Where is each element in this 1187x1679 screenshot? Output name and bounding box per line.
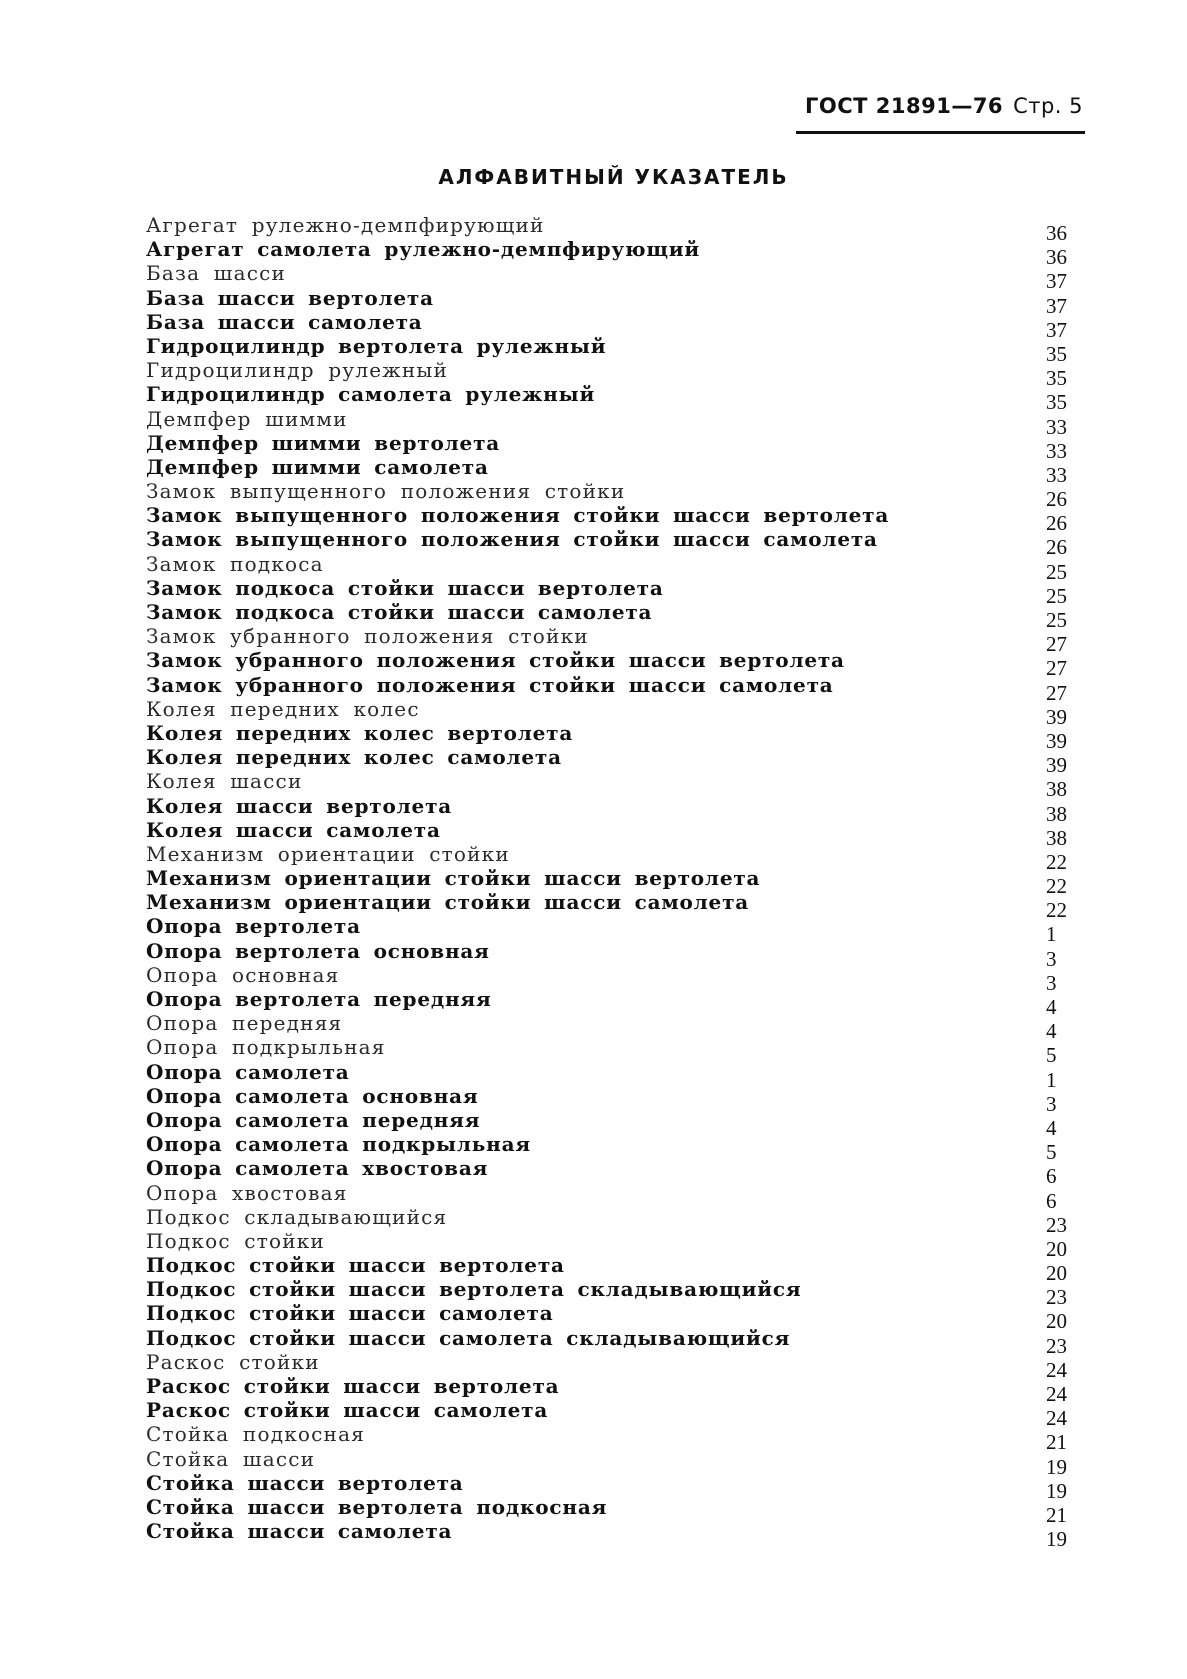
index-reference-number: 4	[1046, 1019, 1057, 1044]
index-term: Подкос стойки	[146, 1228, 325, 1253]
index-reference-number: 23	[1046, 1333, 1067, 1358]
index-entry	[146, 333, 1086, 366]
index-reference-number: 22	[1046, 849, 1067, 874]
index-entry	[146, 1132, 1086, 1165]
index-reference-number: 1	[1046, 922, 1057, 947]
index-term: Подкос стойки шасси самолета складывающийся	[146, 1325, 791, 1350]
index-reference-number: 19	[1046, 1478, 1067, 1503]
index-term: База шасси самолета	[146, 309, 423, 334]
index-entry	[146, 237, 1086, 270]
index-term: Раскос стойки шасси вертолета	[146, 1374, 560, 1398]
index-entry	[146, 479, 1086, 512]
index-entry	[146, 1253, 1086, 1286]
index-entry	[146, 914, 1086, 947]
index-reference-number: 35	[1046, 341, 1067, 366]
index-entry	[146, 213, 1086, 245]
index-term: Подкос стойки шасси вертолета	[146, 1253, 565, 1278]
index-term: Опора самолета передняя	[146, 1107, 481, 1132]
index-reference-number: 37	[1046, 317, 1067, 342]
index-entry	[146, 648, 1086, 681]
index-entry	[146, 285, 1086, 318]
index-entry	[146, 769, 1086, 802]
index-term: Раскос стойки	[146, 1349, 320, 1374]
index-reference-number: 24	[1046, 1406, 1067, 1431]
index-entry	[146, 575, 1086, 608]
index-entry	[146, 358, 1086, 391]
index-reference-number: 22	[1046, 898, 1067, 923]
index-term: Опора основная	[146, 962, 340, 987]
index-term: Стойка шасси самолета	[146, 1519, 453, 1544]
index-term: Опора вертолета основная	[146, 938, 490, 963]
index-reference-number: 38	[1046, 825, 1067, 850]
index-entry	[146, 938, 1086, 971]
index-term: Замок выпущенного положения стойки шасси самолета	[146, 527, 878, 552]
index-entry	[146, 406, 1086, 439]
index-reference-number: 25	[1046, 559, 1067, 584]
index-term: Гидроцилиндр рулежный	[146, 358, 449, 383]
index-entry	[146, 745, 1086, 778]
index-entry	[146, 841, 1086, 874]
index-term: Стойка шасси	[146, 1446, 316, 1471]
index-term: Подкос складывающийся	[146, 1204, 448, 1229]
index-reference-number: 20	[1046, 1236, 1067, 1261]
index-reference-number: 26	[1046, 487, 1067, 512]
index-entry	[146, 890, 1086, 923]
index-term: Подкос стойки шасси вертолета складывающийся	[146, 1277, 802, 1302]
index-term: Демпфер шимми вертолета	[146, 430, 501, 455]
index-reference-number: 19	[1046, 1527, 1067, 1552]
index-term: Колея передних колес	[146, 696, 420, 721]
index-term: Стойка шасси вертолета подкосная	[146, 1494, 608, 1519]
index-term: Демпфер шимми	[146, 406, 348, 431]
index-entry	[146, 1325, 1086, 1358]
index-entry	[146, 382, 1086, 415]
index-term: Замок убранного положения стойки шасси вертолета	[146, 648, 845, 673]
index-reference-number: 23	[1046, 1285, 1067, 1310]
index-term: Колея передних колес самолета	[146, 745, 562, 770]
index-term: Механизм ориентации стойки	[146, 841, 510, 866]
index-reference-number: 21	[1046, 1430, 1067, 1455]
index-entry	[146, 1301, 1086, 1334]
index-entry	[146, 1277, 1086, 1310]
index-term: Агрегат самолета рулежно-демпфирующий	[146, 237, 701, 262]
index-reference-number: 37	[1046, 269, 1067, 294]
index-reference-number: 35	[1046, 366, 1067, 391]
index-term: Опора передняя	[146, 1011, 343, 1036]
index-term: Стойка шасси вертолета	[146, 1470, 464, 1495]
index-entry	[146, 817, 1086, 850]
index-term: Опора вертолета	[146, 914, 361, 939]
index-term: Опора самолета	[146, 1059, 350, 1084]
index-reference-number: 4	[1046, 995, 1057, 1019]
index-reference-number: 39	[1046, 753, 1067, 778]
index-reference-number: 4	[1046, 1115, 1057, 1140]
index-entry	[146, 1422, 1086, 1455]
index-entry	[146, 987, 1086, 1019]
index-term: Механизм ориентации стойки шасси вертолета	[146, 866, 761, 891]
page-header	[805, 94, 1083, 118]
index-entry	[146, 1494, 1086, 1527]
index-term: База шасси вертолета	[146, 285, 434, 310]
index-reference-number: 27	[1046, 656, 1067, 681]
index-entry	[146, 962, 1086, 995]
index-term: Механизм ориентации стойки шасси самолета	[146, 890, 750, 915]
index-reference-number: 23	[1046, 1212, 1067, 1237]
index-entry	[146, 430, 1086, 463]
index-entry	[146, 672, 1086, 705]
index-term: Подкос стойки шасси самолета	[146, 1301, 554, 1326]
index-term: Опора вертолета передняя	[146, 987, 492, 1011]
index-entry	[146, 503, 1086, 536]
index-term: Опора подкрыльная	[146, 1035, 386, 1060]
index-entry	[146, 793, 1086, 826]
index-reference-number: 38	[1046, 777, 1067, 802]
index-entry	[146, 454, 1086, 487]
index-reference-number: 6	[1046, 1188, 1057, 1213]
index-term: Замок подкоса стойки шасси вертолета	[146, 575, 664, 600]
index-reference-number: 36	[1046, 221, 1067, 245]
index-reference-number: 20	[1046, 1309, 1067, 1334]
index-entry	[146, 720, 1086, 753]
index-reference-number: 36	[1046, 245, 1067, 270]
index-entry	[146, 1519, 1086, 1552]
index-term: Стойка подкосная	[146, 1422, 366, 1447]
index-reference-number: 5	[1046, 1043, 1057, 1068]
index-reference-number: 33	[1046, 438, 1067, 463]
index-term: Замок выпущенного положения стойки шасси вертолета	[146, 503, 890, 528]
index-reference-number: 19	[1046, 1454, 1067, 1479]
index-term: Опора хвостовая	[146, 1180, 348, 1205]
index-entry	[146, 551, 1086, 584]
index-entry	[146, 309, 1086, 342]
index-entry	[146, 1180, 1086, 1213]
index-term: Опора самолета основная	[146, 1083, 479, 1108]
index-reference-number: 33	[1046, 462, 1067, 487]
index-entry	[146, 1374, 1086, 1406]
index-reference-number: 6	[1046, 1164, 1057, 1189]
index-reference-number: 38	[1046, 801, 1067, 826]
index-reference-number: 24	[1046, 1357, 1067, 1382]
index-term: Гидроцилиндр вертолета рулежный	[146, 333, 607, 358]
index-term: Агрегат рулежно-демпфирующий	[146, 213, 545, 237]
index-reference-number: 26	[1046, 535, 1067, 560]
index-entry	[146, 1107, 1086, 1140]
index-term: Колея шасси самолета	[146, 817, 441, 842]
index-reference-number: 21	[1046, 1502, 1067, 1527]
index-reference-number: 27	[1046, 632, 1067, 657]
index-reference-number: 25	[1046, 583, 1067, 608]
index-entry	[146, 624, 1086, 657]
page-number: Стр. 5	[1013, 94, 1083, 118]
index-entry	[146, 600, 1086, 632]
index-entry	[146, 1349, 1086, 1382]
index-entry	[146, 866, 1086, 899]
index-term: Замок подкоса стойки шасси самолета	[146, 600, 653, 624]
index-entry	[146, 527, 1086, 560]
index-term: Колея передних колес вертолета	[146, 720, 574, 745]
index-entry	[146, 1228, 1086, 1261]
index-reference-number: 24	[1046, 1382, 1067, 1406]
index-entry	[146, 1398, 1086, 1431]
document-number: ГОСТ 21891—76	[804, 94, 1004, 118]
index-reference-number: 26	[1046, 511, 1067, 536]
index-entry	[146, 1035, 1086, 1068]
index-reference-number: 3	[1046, 946, 1057, 971]
index-term: Колея шасси	[146, 769, 303, 794]
index-term: Замок подкоса	[146, 551, 324, 576]
index-entry	[146, 1156, 1086, 1189]
index-term: Колея шасси вертолета	[146, 793, 453, 818]
index-reference-number: 39	[1046, 728, 1067, 753]
index-reference-number: 39	[1046, 704, 1067, 729]
index-reference-number: 3	[1046, 970, 1057, 995]
page-title: АЛФАВИТНЫЙ УКАЗАТЕЛЬ	[438, 165, 789, 189]
index-entry	[146, 1011, 1086, 1044]
index-reference-number: 25	[1046, 608, 1067, 632]
index-reference-number: 33	[1046, 414, 1067, 439]
index-entry	[146, 696, 1086, 729]
index-term: Демпфер шимми самолета	[146, 454, 489, 479]
index-term: Замок убранного положения стойки	[146, 624, 589, 649]
index-reference-number: 20	[1046, 1261, 1067, 1286]
index-reference-number: 5	[1046, 1140, 1057, 1165]
index-reference-number: 22	[1046, 874, 1067, 899]
index-reference-number: 37	[1046, 293, 1067, 318]
index-reference-number: 3	[1046, 1091, 1057, 1116]
index-entry	[146, 1470, 1086, 1503]
index-entry	[146, 1059, 1086, 1092]
index-term: Гидроцилиндр самолета рулежный	[146, 382, 596, 407]
index-term: Замок выпущенного положения стойки	[146, 479, 626, 504]
index-reference-number: 35	[1046, 390, 1067, 415]
index-entry	[146, 1446, 1086, 1479]
index-term: Опора самолета хвостовая	[146, 1156, 489, 1181]
index-term: База шасси	[146, 261, 287, 286]
index-entry	[146, 1204, 1086, 1237]
header-divider	[796, 131, 1085, 134]
index-term: Замок убранного положения стойки шасси самолета	[146, 672, 834, 697]
index-reference-number: 27	[1046, 680, 1067, 705]
alphabetical-index	[146, 213, 1086, 1552]
index-reference-number: 1	[1046, 1067, 1057, 1092]
index-entry	[146, 261, 1086, 294]
index-entry	[146, 1083, 1086, 1116]
index-term: Раскос стойки шасси самолета	[146, 1398, 549, 1423]
index-term: Опора самолета подкрыльная	[146, 1132, 531, 1157]
